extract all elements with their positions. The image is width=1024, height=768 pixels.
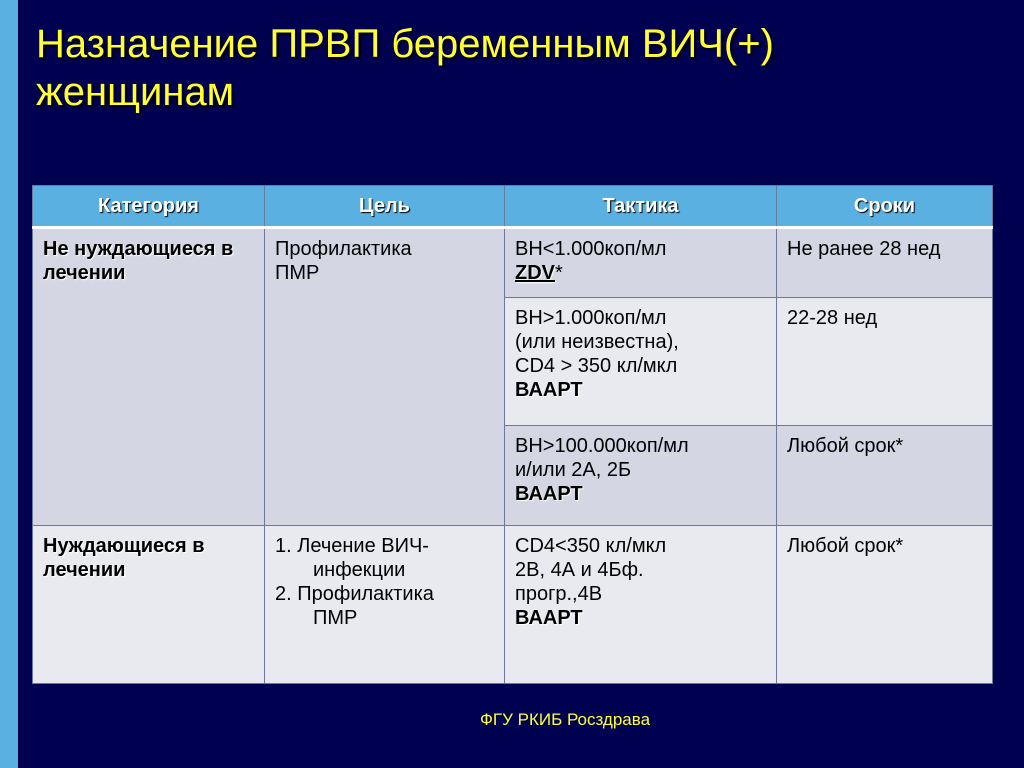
tactic-line: и/или 2А, 2Б xyxy=(515,459,632,481)
goal-item-continued: инфекции xyxy=(313,559,406,581)
category-needing-treatment: Нуждающиеся в лечении xyxy=(33,526,265,684)
term-cell: 22-28 нед xyxy=(777,298,993,426)
tactic-cell xyxy=(505,298,777,426)
header-tactic: Тактика xyxy=(505,186,777,228)
goal-item: 1. Лечение ВИЧ- xyxy=(275,535,429,557)
goal-line: ПМР xyxy=(275,262,320,284)
drug-name: ВААРТ xyxy=(515,379,583,401)
tactic-line: ВН>100.000коп/мл xyxy=(515,435,689,457)
header-row xyxy=(33,186,993,228)
title-line-2: женщинам xyxy=(36,70,235,114)
slide-title xyxy=(36,20,996,116)
goal-prophylaxis xyxy=(265,228,505,526)
tactic-line: 2В, 4А и 4Бф. xyxy=(515,559,644,581)
side-accent-bar xyxy=(0,0,18,768)
tactic-line: ВН<1.000коп/мл xyxy=(515,238,667,260)
goal-item-continued: ПМР xyxy=(313,607,358,629)
goal-line: Профилактика xyxy=(275,238,412,260)
term-cell: Не ранее 28 нед xyxy=(777,228,993,298)
term-cell: Любой срок* xyxy=(777,526,993,684)
tactic-line: (или неизвестна), xyxy=(515,331,679,353)
table-row xyxy=(33,228,993,298)
category-not-needing-treatment: Не нуждающиеся в лечении xyxy=(33,228,265,526)
tactic-cell xyxy=(505,228,777,298)
tactic-line: CD4<350 кл/мкл xyxy=(515,535,667,557)
title-line-1: Назначение ПРВП беременным ВИЧ(+) xyxy=(36,22,774,66)
tactic-line: ВН>1.000коп/мл xyxy=(515,307,667,329)
header-category: Категория xyxy=(33,186,265,228)
drug-name: ZDV xyxy=(515,262,555,284)
drug-name: ВААРТ xyxy=(515,483,583,505)
header-terms: Сроки xyxy=(777,186,993,228)
goal-item: 2. Профилактика xyxy=(275,583,434,605)
table-row xyxy=(33,526,993,684)
header-goal: Цель xyxy=(265,186,505,228)
tactic-cell xyxy=(505,526,777,684)
tactic-line: прогр.,4В xyxy=(515,583,603,605)
term-cell: Любой срок* xyxy=(777,426,993,526)
tactic-line: CD4 > 350 кл/мкл xyxy=(515,355,678,377)
tactic-cell xyxy=(505,426,777,526)
footer-text: ФГУ РКИБ Росздрава xyxy=(479,710,651,729)
drug-suffix: * xyxy=(555,262,563,284)
treatment-table xyxy=(32,185,993,684)
goal-list xyxy=(265,526,505,684)
drug-name: ВААРТ xyxy=(515,607,583,629)
